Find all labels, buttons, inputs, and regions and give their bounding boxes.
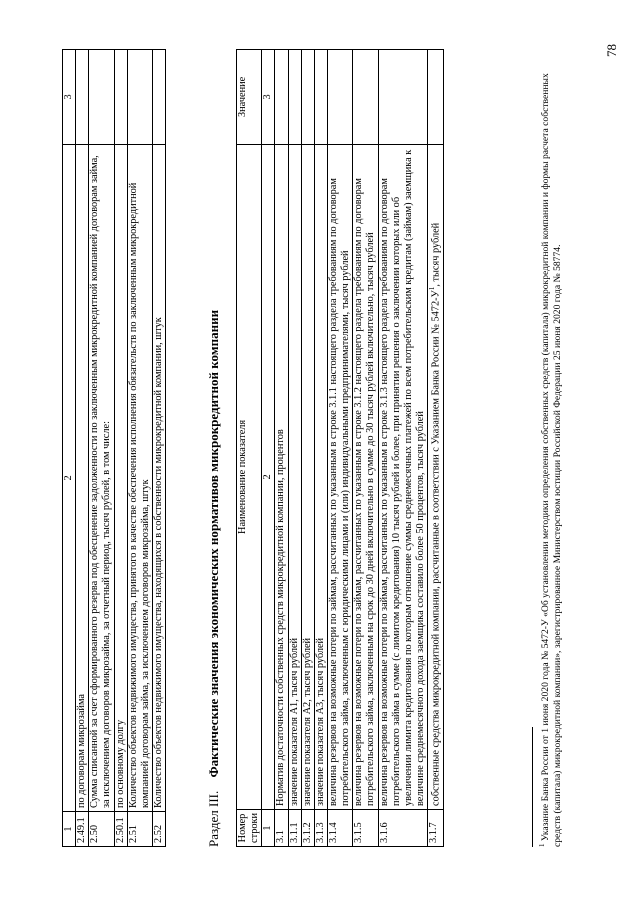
header-value: Значение (237, 50, 262, 145)
row-name: по договорам микрозайма (76, 144, 89, 811)
section-heading (206, 49, 222, 847)
table-row (378, 50, 428, 847)
table-row (127, 50, 152, 847)
footnote-text: Указание Банка России от 1 июня 2020 года № 5472-У «Об установлении методики определения собственных средств (капитала) микрокредитной компании и формы расчета собственных средств (капитала) микрокредитной компании», зарегистрированное Министерством юстиции Российской Федерации 25 июня 2020 года № 58774. (540, 73, 564, 847)
header-indicator-name: Наименование показателя (237, 144, 262, 809)
row-number: 2.50.1 (114, 812, 127, 847)
table-row (76, 50, 89, 847)
column-number-1: 1 (262, 810, 275, 847)
footnote-divider (532, 727, 533, 847)
table-row (327, 50, 352, 847)
row-number: 2.52 (152, 812, 165, 847)
row-value (428, 50, 444, 145)
row-value (314, 50, 327, 145)
table-row (353, 50, 378, 847)
row-value (152, 50, 165, 145)
row-name (428, 144, 444, 809)
column-number-2: 2 (63, 144, 76, 811)
row-number: 3.1 (275, 810, 288, 847)
table-row (301, 50, 314, 847)
footnote-reference: 1 (428, 286, 437, 291)
row-value (353, 50, 378, 145)
row-name: величина резервов на возможные потери по займам, рассчитанных по указанным в строке 3.1.3 настоящего раздела требованиям по договорам потребительского займа в сумме (с лимитом кредитования) 10 тысяч рублей и более, при принятии решения о заключении которых или об увеличении лимита кредитования по которым отношение суммы среднемесячных платежей по всем потребительским кредитам (займам) заемщика к величине среднемесячного дохода заемщика составило более 50 процентов, тысяч рублей (378, 144, 428, 809)
row-number: 3.1.7 (428, 810, 444, 847)
row-number: 2.51 (127, 812, 152, 847)
footnote-mark: 1 (538, 843, 546, 847)
row-name: величина резервов на возможные потери по займам, рассчитанных по указанным в строке 3.1.2 настоящего раздела требованиям по договорам потребительского займа, заключенным на срок до 30 дней включительно в сумме до 30 тысяч рублей включительно, тысяч рублей (353, 144, 378, 809)
row-name: Количество объектов недвижимого имущества, принятого в качестве обеспечения исполнения обязательств по заключенным микрокредитной компанией договорам займа, за исключением договоров микрозайма, штук (127, 144, 152, 811)
page-number: 78 (604, 44, 619, 57)
row-value (327, 50, 352, 145)
section-label: Раздел III. (206, 790, 221, 847)
table-row (288, 50, 301, 847)
row-number: 3.1.5 (353, 810, 378, 847)
row-number: 3.1.2 (301, 810, 314, 847)
table-header-row (63, 50, 76, 847)
table-continuation (62, 49, 166, 847)
row-value (114, 50, 127, 145)
row-number: 3.1.3 (314, 810, 327, 847)
row-value (288, 50, 301, 145)
row-number: 2.50 (89, 812, 114, 847)
row-value (275, 50, 288, 145)
row-name: по основному долгу (114, 144, 127, 811)
row-value (301, 50, 314, 145)
row-name: значение показателя А1, тысяч рублей (288, 144, 301, 809)
table-row (275, 50, 288, 847)
header-row-number: Номер строки (237, 810, 262, 847)
row-name: значение показателя А2, тысяч рублей (301, 144, 314, 809)
table-row (114, 50, 127, 847)
row-number: 3.1.1 (288, 810, 301, 847)
table-row (89, 50, 114, 847)
footnote (538, 47, 564, 847)
column-number-1: 1 (63, 812, 76, 847)
column-number-3: 3 (63, 50, 76, 145)
table-header-row (237, 50, 262, 847)
row-value (127, 50, 152, 145)
row-name: значение показателя А3, тысяч рублей (314, 144, 327, 809)
table-row (314, 50, 327, 847)
section-title: Фактические значения экономических нормативов микрокредитной компании (206, 309, 221, 778)
row-name: величина резервов на возможные потери по займам, рассчитанных по указанным в строке 3.1.1 настоящего раздела требованиям по договорам потребительского займа, заключенным с юридическими лицами и (или) индивидуальными предпринимателями, тысяч рублей (327, 144, 352, 809)
row-name: Количество объектов недвижимого имущества, находящихся в собственности микрокредитной компании, штук (152, 144, 165, 811)
row-number: 3.1.6 (378, 810, 428, 847)
row-name: Сумма списанной за счет сформированного резерва под обесценение задолженности по заключенным микрокредитной компанией договорам займа, за исключением договоров микрозайма, за отчетный период, тысяч рублей, в том числе: (89, 144, 114, 811)
row-value (89, 50, 114, 145)
table-row (152, 50, 165, 847)
row-number: 2.49.1 (76, 812, 89, 847)
row-value (378, 50, 428, 145)
economic-standards-table (236, 49, 444, 847)
row-name-text: собственные средства микрокредитной компании, рассчитанные в соответствии с Указанием Банка России № 5472-У (430, 290, 442, 806)
row-value (76, 50, 89, 145)
column-number-2: 2 (262, 144, 275, 809)
row-number: 3.1.4 (327, 810, 352, 847)
table-row (428, 50, 444, 847)
row-name-tail: , тысяч рублей (430, 222, 442, 287)
column-numbers-row (262, 50, 275, 847)
row-name: Норматив достаточности собственных средств микрокредитной компании, процентов (275, 144, 288, 809)
column-number-3: 3 (262, 50, 275, 145)
